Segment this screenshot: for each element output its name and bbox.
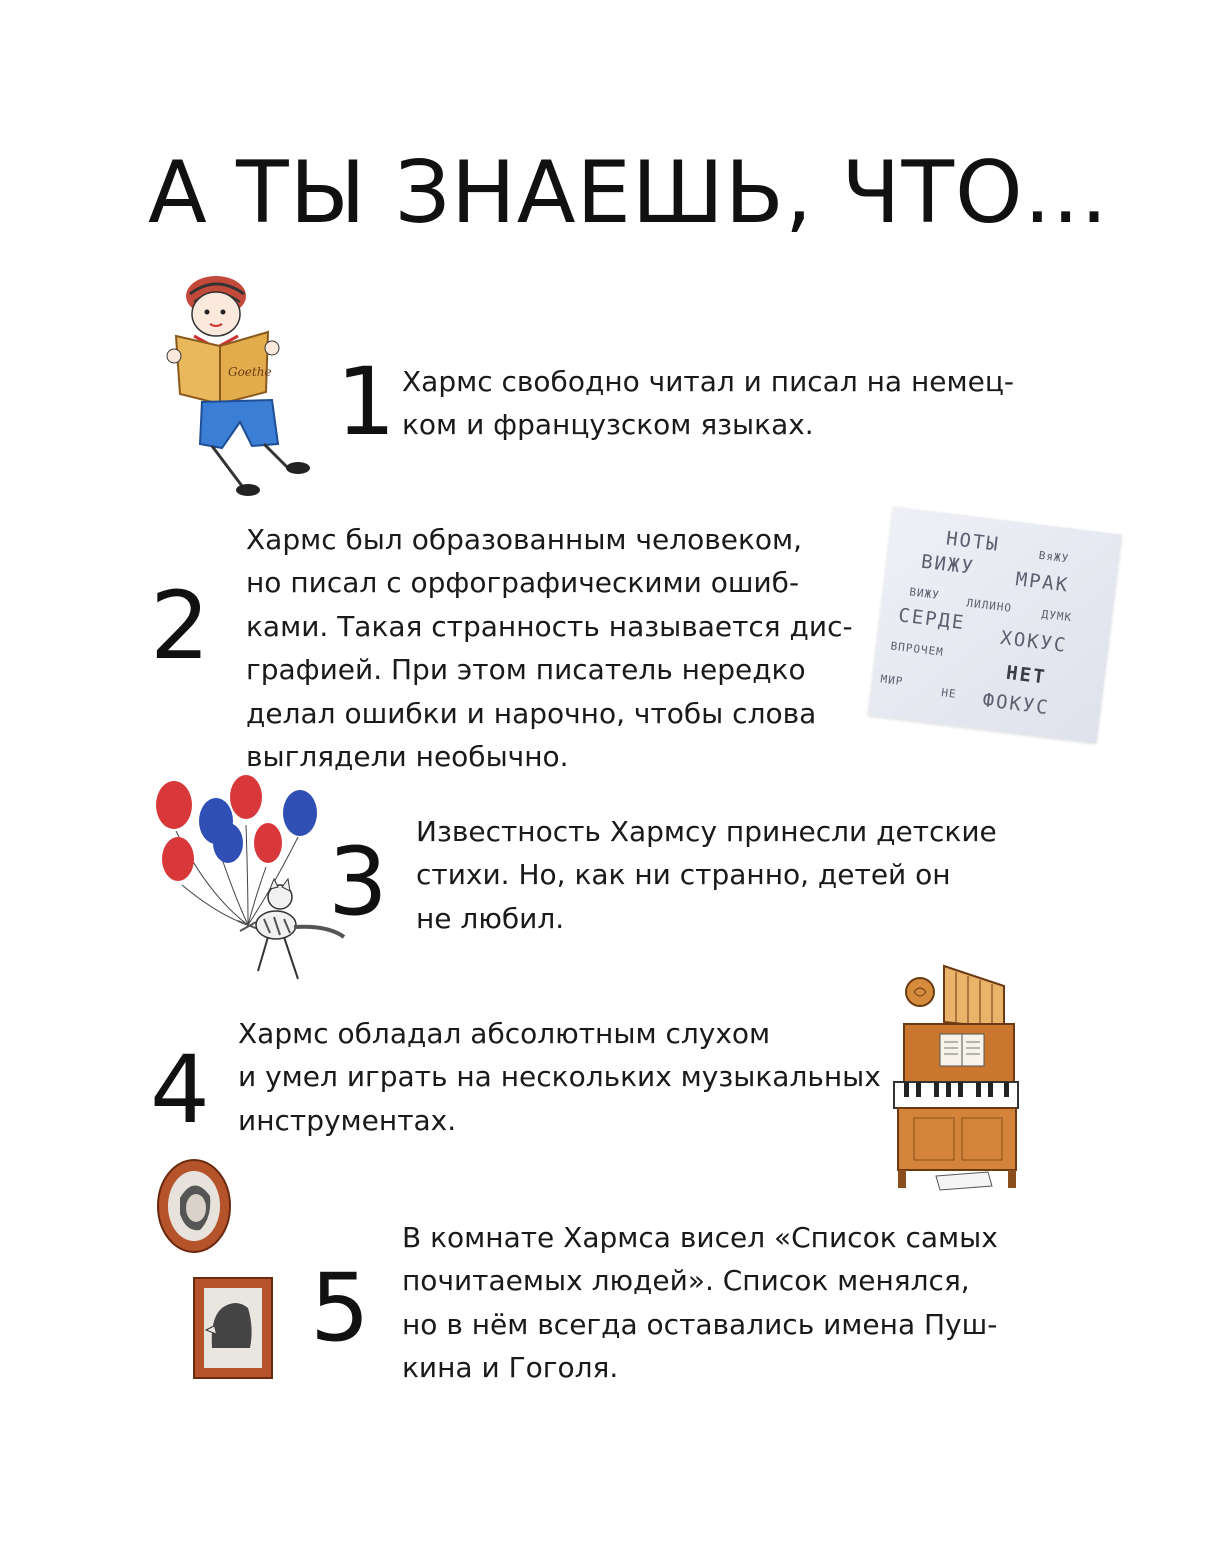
fact-line: Хармс свободно читал и писал на немец- (402, 365, 1015, 398)
note-word: ФОКУС (981, 689, 1051, 720)
fact-text-5 (402, 1216, 998, 1390)
fact-line: ками. Такая странность называется дис- (246, 609, 853, 643)
note-word: ДУМК (1040, 607, 1073, 625)
fact-line: Хармс обладал абсолютным слухом (238, 1017, 771, 1050)
fact-number-2: 2 (150, 572, 210, 681)
note-word: ВПРОЧЕМ (889, 639, 945, 659)
note-word: ХОКУС (999, 626, 1069, 657)
handwritten-note-illustration (868, 507, 1122, 743)
note-word: НЕТ (1004, 661, 1048, 689)
fact-line: Известность Хармсу принесли детские (416, 815, 997, 848)
fact-line: стихи. Но, как ни странно, детей он (416, 858, 951, 892)
book-label: Goethe (228, 365, 272, 379)
note-word: ВИЖУ (908, 585, 941, 602)
fact-line: не любил. (416, 901, 565, 935)
note-word: НОТЫ (944, 527, 1001, 556)
fact-number-5: 5 (310, 1254, 370, 1363)
fact-text-1 (402, 360, 1014, 447)
fact-line: инструментах. (238, 1103, 457, 1137)
note-word: ЛИЛИНО (965, 596, 1013, 615)
note-word: ВИЖУ (919, 550, 976, 580)
note-word: СЕРДЕ (897, 604, 967, 635)
fact-line: выглядели необычно. (246, 739, 569, 773)
balloons-cat-illustration (148, 775, 358, 990)
fact-line: ком и французском языках. (402, 408, 814, 442)
portraits-illustration (150, 1158, 280, 1388)
note-word: НЕ (940, 686, 958, 701)
fact-line: почитаемых людей». Список менялся, (402, 1264, 970, 1298)
fact-text-4 (238, 1012, 881, 1142)
fact-line: Хармс был образованным человеком, (246, 523, 803, 556)
fact-text-2 (246, 518, 853, 778)
page-title: А ТЫ ЗНАЕШЬ, ЧТО... (148, 143, 1109, 243)
fact-text-3 (416, 810, 997, 940)
note-word: МИР (879, 672, 905, 689)
fact-number-3: 3 (328, 828, 388, 937)
fact-line: и умел играть на нескольких музыкальных (238, 1060, 881, 1094)
fact-line: но писал с орфографическими ошиб- (246, 566, 800, 600)
fact-line: В комнате Хармса висел «Список самых (402, 1221, 998, 1254)
note-word: ВяЖУ (1038, 548, 1070, 566)
note-word: МРАК (1014, 568, 1071, 597)
fact-line: графией. При этом писатель нередко (246, 653, 806, 687)
fact-line: делал ошибки и нарочно, чтобы слова (246, 696, 817, 730)
fact-line: кина и Гоголя. (402, 1351, 619, 1385)
fact-line: но в нём всегда оставались имена Пуш- (402, 1307, 998, 1341)
reading-boy-illustration (160, 272, 320, 502)
fact-number-4: 4 (150, 1036, 210, 1145)
fact-number-1: 1 (336, 348, 396, 457)
piano-illustration (884, 962, 1024, 1192)
